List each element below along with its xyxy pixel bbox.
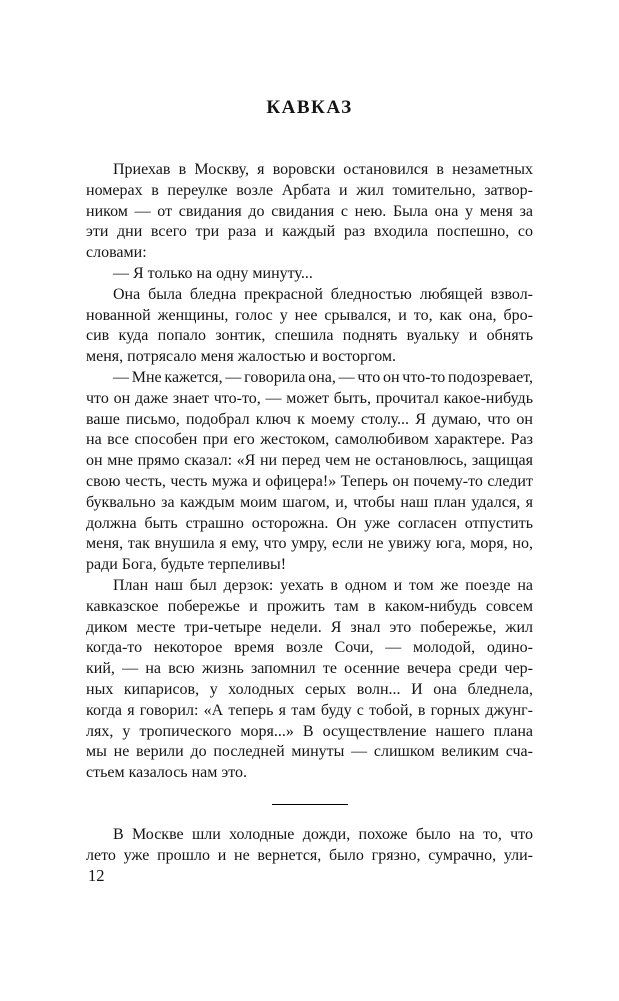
- text-line: лях, у тропического моря...» В осуществление нашего плана: [86, 722, 533, 740]
- text-line: на все способен при его жестоком, самолюбивом характере. Раз: [86, 431, 533, 449]
- paragraph: [86, 825, 533, 867]
- text-line: В Москве шли холодные дожди, похоже было на то, что: [113, 825, 533, 843]
- text-line: когда я говорил: «А теперь я там буду с тобой, в горных джунг-: [86, 701, 533, 719]
- text-line: кавказское побережье и прожить там в каком-нибудь совсем: [86, 597, 533, 615]
- page-number: 12: [88, 866, 105, 885]
- section-divider: [272, 804, 348, 805]
- text-line: ных кипарисов, у холодных серых волн... И она бледнела,: [86, 680, 533, 698]
- text-line: ником — от свидания до свидания с нею. Была она у меня за: [86, 202, 533, 220]
- paragraph: [86, 285, 533, 368]
- paragraph: [86, 160, 533, 264]
- text-line: стьем казалось нам это.: [86, 764, 248, 782]
- text-line: должна быть страшно осторожна. Он уже согласен отпустить: [86, 514, 533, 532]
- text-line: диком месте три-четыре недели. Я знал это побережье, жил: [86, 618, 533, 636]
- text-line: — Мне кажется, — говорила она, — что он что-то подозревает,: [113, 368, 533, 386]
- text-line: сив куда попало зонтик, спешила поднять вуальку и обнять: [86, 327, 533, 345]
- chapter-title: КАВКАЗ: [266, 97, 353, 118]
- text-line: мы не верили до последней минуты — слишком великим сча-: [86, 743, 533, 761]
- text-line: кий, — на всю жизнь запомнил те осенние вечера среди чер-: [86, 660, 533, 678]
- text-line: Приехав в Москву, я воровски остановился в незаметных: [113, 161, 533, 178]
- text-line: буквально за каждым моим шагом, и, чтобы наш план удался, я: [86, 493, 533, 511]
- text-line: меня, потрясало меня жалостью и восторгом.: [86, 348, 397, 366]
- text-line: когда-то некоторое время возле Сочи, — молодой, одино-: [86, 639, 533, 657]
- text-line: ваше письмо, подобрал ключ к моему столу... Я думаю, что он: [86, 410, 533, 428]
- text-line: что он даже знает что-то, — может быть, прочитал какое-нибудь: [86, 389, 533, 407]
- text-block: [86, 160, 533, 867]
- text-line: нованной женщины, голос у нее срывался, и то, как она, бро-: [86, 306, 533, 324]
- paragraph: [86, 368, 533, 576]
- paragraph: [86, 264, 533, 285]
- text-line: он мне прямо сказал: «Я ни перед чем не остановлюсь, защищая: [86, 452, 533, 470]
- text-line: лето уже прошло и не вернется, было грязно, сумрачно, ули-: [86, 846, 533, 864]
- text-line: номерах в переулке возле Арбата и жил томительно, затвор-: [86, 181, 533, 199]
- text-line: эти дни всего три раза и каждый раз входила поспешно, со: [86, 223, 533, 241]
- text-line: Она была бледна прекрасной бледностью любящей взвол-: [113, 285, 533, 303]
- text-line: — Я только на одну минуту...: [113, 264, 313, 282]
- paragraph: [86, 576, 533, 784]
- text-line: свою честь, честь мужа и офицера!» Теперь он почему-то следит: [86, 472, 533, 490]
- text-line: План наш был дерзок: уехать в одном и том же поезде на: [113, 576, 533, 594]
- text-line: ради Бога, будьте терпеливы!: [86, 556, 287, 574]
- text-line: меня, так внушила я ему, что умру, если не увижу юга, моря, но,: [86, 535, 533, 553]
- text-line: словами:: [86, 244, 147, 262]
